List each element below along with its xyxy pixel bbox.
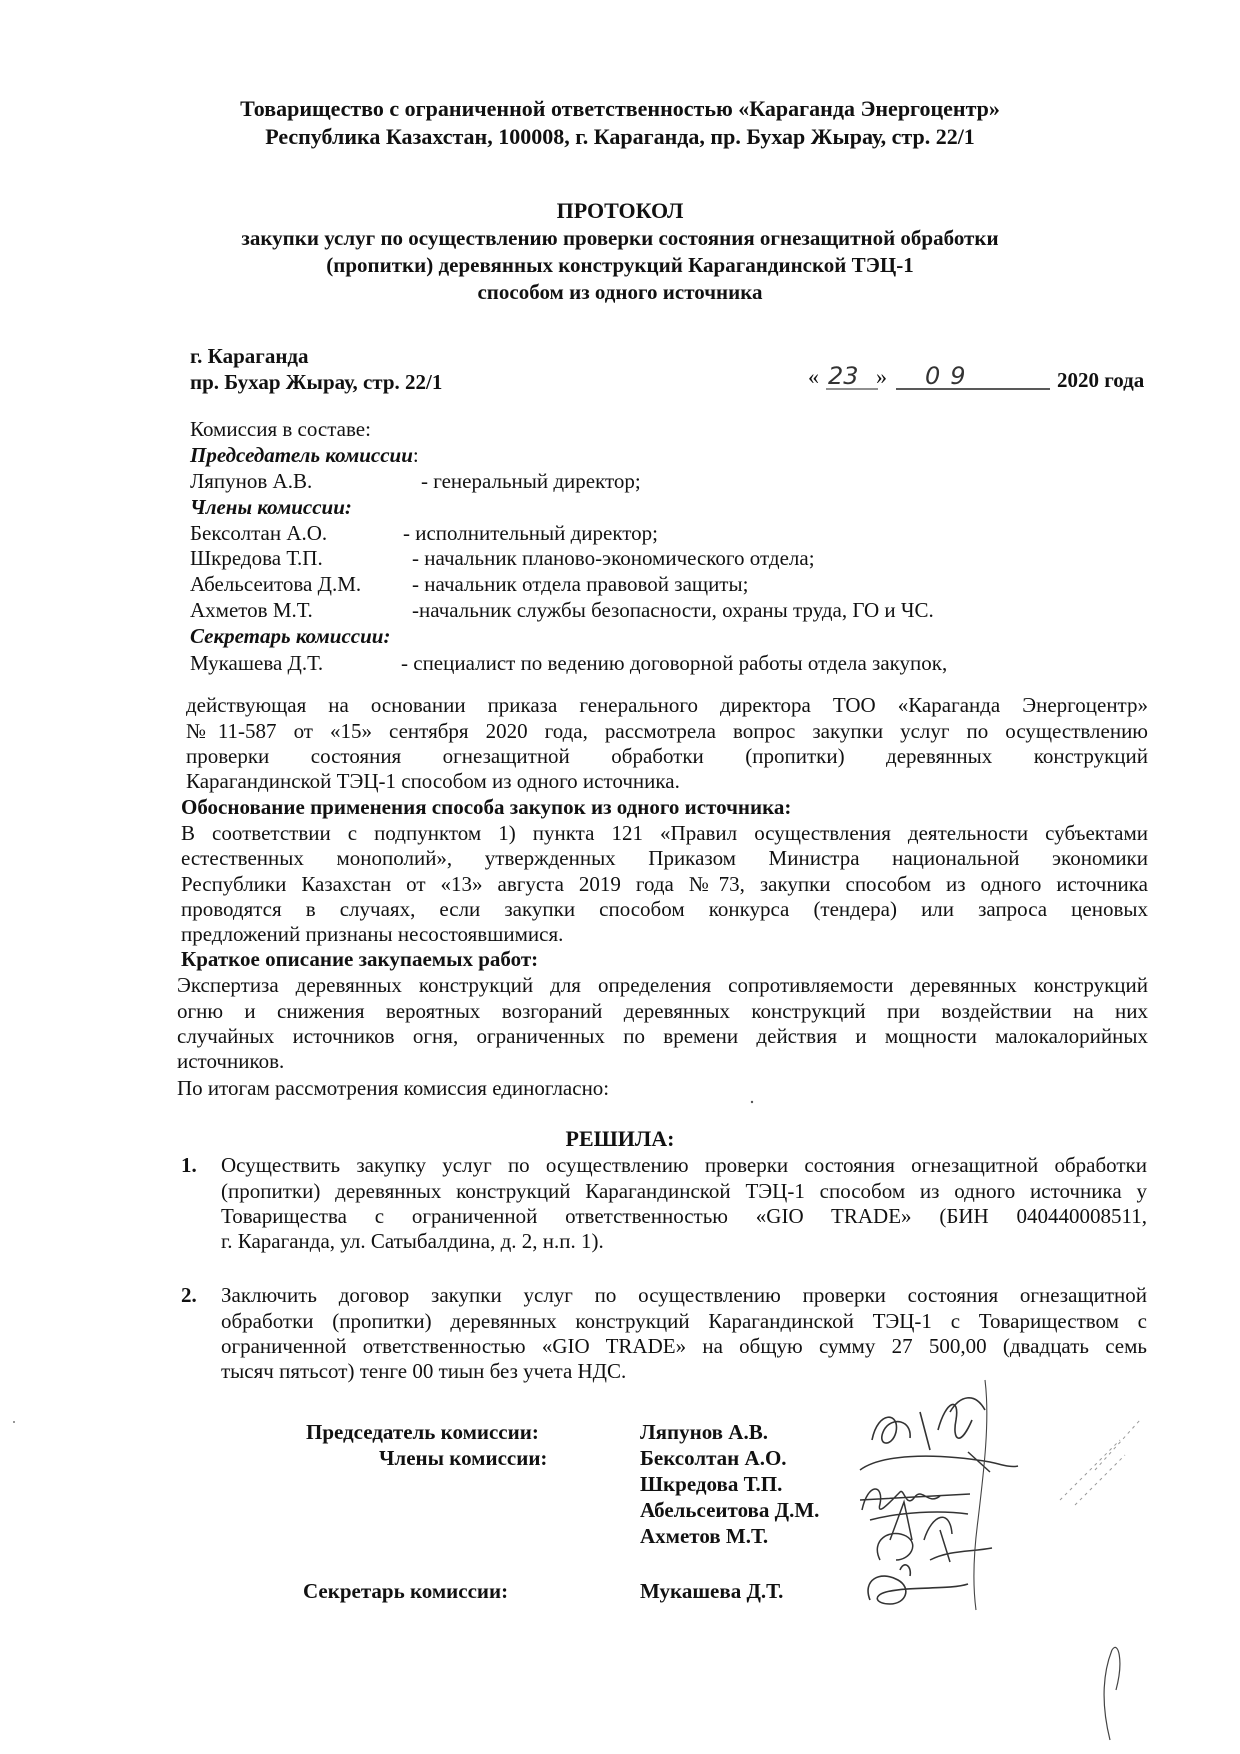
protocol-title: ПРОТОКОЛ [556,198,684,223]
decision-heading: РЕШИЛА: [565,1126,675,1151]
justification-heading: Обоснование применения способа закупок из одного источника: [181,795,792,819]
justification-line: естественных монополий», утвержденных Приказом Министра национальной экономики [181,846,1148,870]
secretary-role: - специалист по ведению договорной работы отдела закупок, [401,651,948,675]
description-line: огню и снижения вероятных возгораний деревянных конструкций при воздействии на них [177,999,1148,1023]
decision-item-line: г. Караганда, ул. Сатыбалдина, д. 2, н.п. 1). [221,1229,604,1253]
signature-member-name: Ахметов М.Т. [640,1524,769,1548]
justification-line: В соответствии с подпунктом 1) пункта 121 «Правил осуществления деятельности субъектами [181,821,1148,845]
member-name: Абельсеитова Д.М. [190,572,362,596]
protocol-subtitle-3: способом из одного источника [477,280,763,304]
paragraph-line: проверки состояния огнезащитной обработки (пропитки) деревянных конструкций [186,744,1148,768]
decision-item-line: Заключить договор закупки услуг по осуществлению проверки состояния огнезащитной [221,1283,1147,1307]
description-heading: Краткое описание закупаемых работ: [181,947,539,971]
signature-member-name: Абельсеитова Д.М. [640,1498,820,1522]
date-close-quote: » [876,364,887,389]
scan-speck [751,1101,753,1103]
pen-curl-mark [1104,1647,1120,1740]
decision-item-number: 1. [181,1153,197,1177]
scan-speck [13,1421,15,1423]
date-month-handwritten: 09 [925,362,976,390]
member-role: - начальник планово-экономического отдела; [412,546,815,570]
signature-chair-scribble [872,1398,985,1450]
place-city: г. Караганда [190,344,309,368]
members-heading: Члены комиссии: [190,495,352,519]
signature-member-name: Шкредова Т.П. [640,1472,783,1496]
secretary-heading: Секретарь комиссии: [190,624,391,648]
pen-stroke-line [974,1380,987,1610]
org-line: Товарищество с ограниченной ответственностью «Караганда Энергоцентр» [240,96,1000,121]
paragraph-line: действующая на основании приказа генерального директора ТОО «Караганда Энергоцентр» [186,693,1148,717]
member-role: - исполнительный директор; [403,521,659,545]
date-day-handwritten: 23 [828,362,859,390]
protocol-subtitle-1: закупки услуг по осуществлению проверки состояния огнезащитной обработки [241,226,999,250]
justification-line: Республики Казахстан от «13» августа 2019 года №73, закупки способом из одного источника [181,872,1148,896]
chair-heading-colon: : [412,443,419,467]
signature-secretary-name: Мукашева Д.Т. [640,1579,784,1603]
signature-secretary-scribble [868,1565,968,1604]
address-line: Республика Казахстан, 100008, г. Караганда, пр. Бухар Жырау, стр. 22/1 [265,124,975,149]
signature-chair-label: Председатель комиссии: [306,1420,539,1444]
place-street: пр. Бухар Жырау, стр. 22/1 [190,370,443,394]
protocol-subtitle-2: (пропитки) деревянных конструкций Карагандинской ТЭЦ-1 [326,253,914,277]
member-role: -начальник службы безопасности, охраны труда, ГО и ЧС. [412,598,934,622]
justification-line: проводятся в случаях, если закупки способом конкурса (тендера) или запроса ценовых [181,897,1148,921]
secretary-name: Мукашева Д.Т. [190,651,324,675]
justification-line: предложений признаны несостоявшимися. [181,922,564,946]
paragraph-line: Карагандинской ТЭЦ-1 способом из одного источника. [186,769,680,793]
description-line: случайных источников огня, ограниченных по времени действия и мощности малокалорийных [177,1024,1148,1048]
signature-members-label: Члены комиссии: [379,1446,548,1470]
signature-member-scribble [860,1452,1018,1472]
chair-heading: Председатель комиссии [190,443,413,467]
date-year: 2020 года [1057,368,1145,392]
signature-member-scribble [860,1489,970,1510]
member-name: Бексолтан А.О. [190,521,328,545]
faint-scan-marks [1060,1420,1140,1505]
member-role: - начальник отдела правовой защиты; [412,572,749,596]
decision-item-number: 2. [181,1283,197,1307]
date-open-quote: « [808,364,819,389]
decision-item-line: тысяч пятьсот) тенге 00 тиын без учета НДС. [221,1359,627,1383]
result-intro: По итогам рассмотрения комиссия единогласно: [177,1076,610,1100]
member-name: Ахметов М.Т. [190,598,313,622]
member-name: Шкредова Т.П. [190,546,323,570]
decision-item-line: Товарищества с ограниченной ответственностью «GIO TRADE» (БИН 040440008511, [221,1204,1147,1228]
paragraph-line: №11-587 от «15» сентября 2020 года, рассмотрела вопрос закупки услуг по осуществлению [186,719,1148,743]
signature-secretary-label: Секретарь комиссии: [303,1579,509,1603]
decision-item-line: ограниченной ответственностью «GIO TRADE» на общую сумму 27 500,00 (двадцать семь [221,1334,1147,1358]
commission-intro: Комиссия в составе: [190,417,371,441]
description-line: источников. [177,1049,285,1073]
chair-name: Ляпунов А.В. [190,469,313,493]
chair-role: - генеральный директор; [421,469,641,493]
signature-member-name: Бексолтан А.О. [640,1446,787,1470]
decision-item-line: обработки (пропитки) деревянных конструкций Карагандинской ТЭЦ-1 с Товариществом с [221,1309,1147,1333]
decision-item-line: Осуществить закупку услуг по осуществлению проверки состояния огнезащитной обработки [221,1153,1147,1177]
description-line: Экспертиза деревянных конструкций для определения сопротивляемости деревянных конструкций [177,973,1148,997]
decision-item-line: (пропитки) деревянных конструкций Карагандинской ТЭЦ-1 способом из одного источника у [221,1179,1147,1203]
signature-chair-name: Ляпунов А.В. [640,1420,768,1444]
